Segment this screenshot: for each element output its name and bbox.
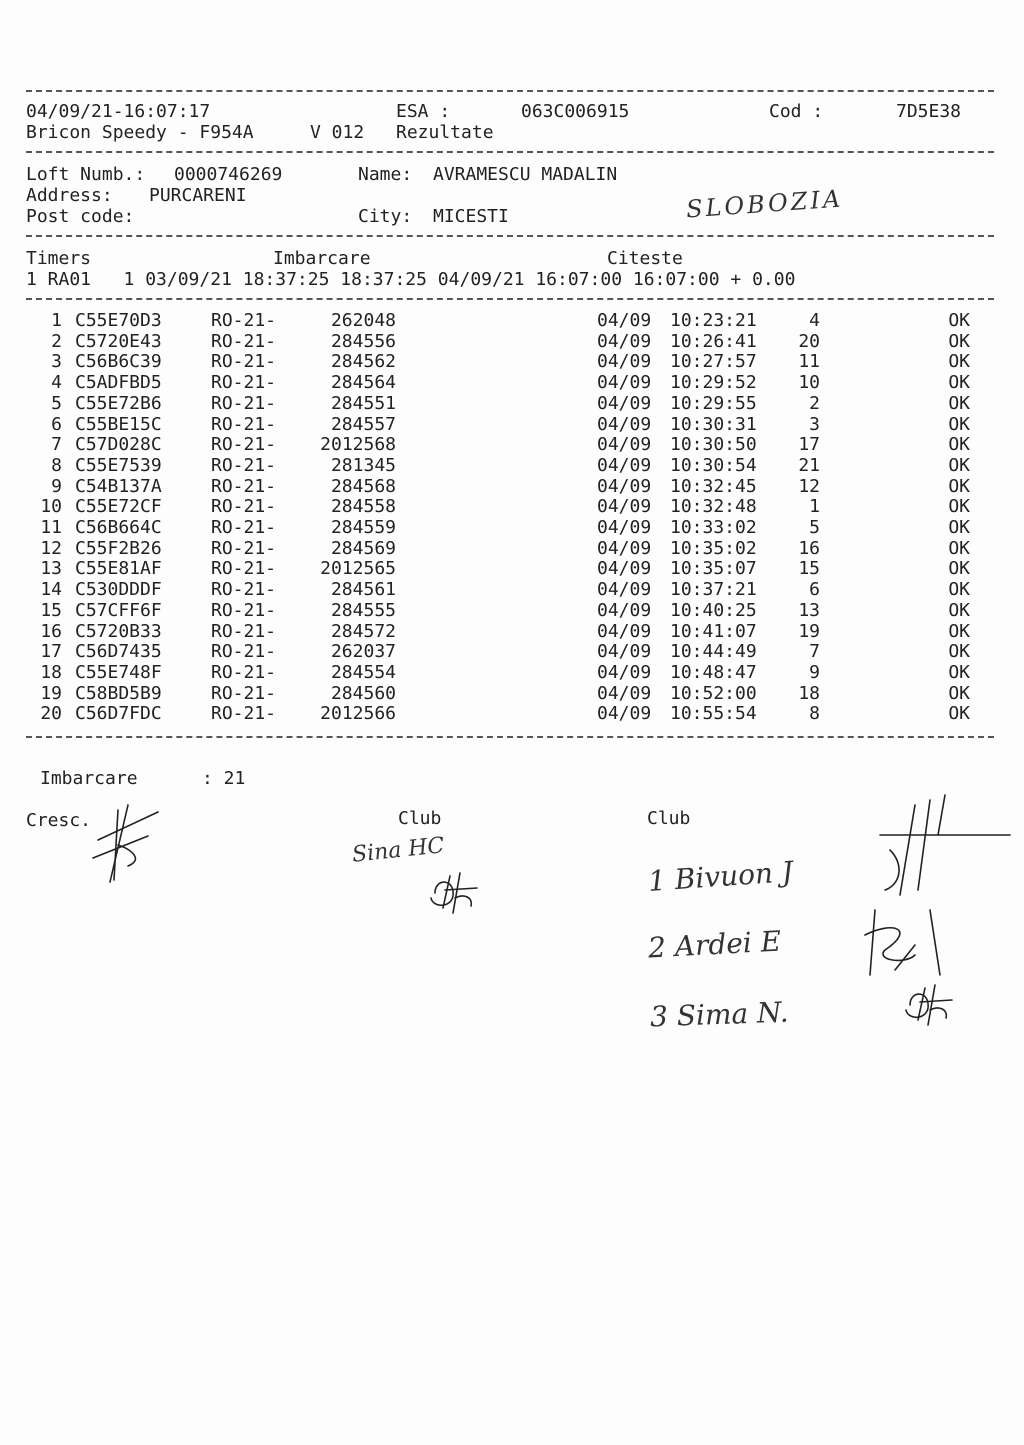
table-row (0, 517, 1024, 538)
ring-prefix: RO-21- (211, 454, 277, 476)
ring-number: 281345 (330, 454, 396, 476)
chip-id: C55E7539 (75, 454, 162, 476)
chip-id: C55E70D3 (75, 310, 162, 331)
rank: 7 (809, 641, 820, 663)
ring-number: 2012568 (320, 434, 396, 456)
ring-prefix: RO-21- (211, 661, 277, 683)
chip-id: C57D028C (75, 434, 162, 456)
row-index: 20 (40, 703, 62, 725)
row-index: 14 (40, 579, 62, 601)
arrival-date: 04/09 (597, 641, 652, 663)
table-row (0, 683, 1024, 704)
cod-value: 7D5E38 (896, 101, 962, 122)
arrival-time: 10:52:00 (670, 682, 757, 704)
divider (26, 90, 994, 92)
address-value: PURCARENI (149, 185, 247, 206)
table-row (0, 496, 1024, 517)
ring-prefix: RO-21- (211, 496, 277, 518)
cresc-label: Cresc. (26, 810, 92, 831)
status: OK (948, 599, 970, 621)
arrival-time: 10:29:55 (670, 392, 757, 414)
arrival-time: 10:41:07 (670, 620, 757, 642)
arrival-date: 04/09 (597, 537, 652, 559)
table-row (0, 600, 1024, 621)
ring-prefix: RO-21- (211, 620, 277, 642)
table-row (0, 455, 1024, 476)
city-value: MICESTI (433, 206, 509, 227)
rank: 12 (798, 475, 820, 497)
member-2: 2 Ardei E (647, 924, 782, 965)
table-row (0, 662, 1024, 683)
club-label: Club (647, 808, 691, 829)
row-index: 13 (40, 558, 62, 580)
header-datetime: 04/09/21-16:07:17 (26, 101, 211, 122)
row-index: 16 (40, 620, 62, 642)
club-initials-signature (425, 868, 485, 918)
ring-prefix: RO-21- (211, 310, 277, 331)
ring-number: 284557 (330, 413, 396, 435)
row-index: 15 (40, 599, 62, 621)
ring-number: 284551 (330, 392, 396, 414)
rank: 17 (798, 434, 820, 456)
rank: 1 (809, 496, 820, 518)
rank: 13 (798, 599, 820, 621)
chip-id: C55E72B6 (75, 392, 162, 414)
status: OK (948, 475, 970, 497)
ring-prefix: RO-21- (211, 558, 277, 580)
chip-id: C55E81AF (75, 558, 162, 580)
device-version: V 012 (310, 122, 365, 143)
rank: 19 (798, 620, 820, 642)
arrival-date: 04/09 (597, 392, 652, 414)
arrival-time: 10:30:31 (670, 413, 757, 435)
chip-id: C57CFF6F (75, 599, 162, 621)
row-index: 18 (40, 661, 62, 683)
device-name: Bricon Speedy - F954A (26, 122, 254, 143)
loft-number: 0000746269 (174, 164, 283, 185)
status: OK (948, 537, 970, 559)
chip-id: C54B137A (75, 475, 162, 497)
arrival-date: 04/09 (597, 496, 652, 518)
arrival-date: 04/09 (597, 579, 652, 601)
table-row (0, 538, 1024, 559)
citeste-column-label: Citeste (607, 248, 683, 269)
status: OK (948, 661, 970, 683)
divider (26, 151, 994, 153)
table-row (0, 558, 1024, 579)
divider (26, 235, 994, 237)
address-label: Address: (26, 185, 113, 206)
row-index: 4 (51, 372, 62, 394)
row-index: 10 (40, 496, 62, 518)
status: OK (948, 434, 970, 456)
status: OK (948, 579, 970, 601)
chip-id: C55BE15C (75, 413, 162, 435)
arrival-time: 10:40:25 (670, 599, 757, 621)
rank: 6 (809, 579, 820, 601)
cod-label: Cod : (769, 101, 824, 122)
rank: 11 (798, 351, 820, 373)
status: OK (948, 496, 970, 518)
chip-id: C55F2B26 (75, 537, 162, 559)
status: OK (948, 413, 970, 435)
ring-number: 284558 (330, 496, 396, 518)
rank: 5 (809, 517, 820, 538)
table-row (0, 434, 1024, 455)
ring-number: 284554 (330, 661, 396, 683)
table-row (0, 393, 1024, 414)
chip-id: C56D7435 (75, 641, 162, 663)
rank: 9 (809, 661, 820, 683)
status: OK (948, 620, 970, 642)
table-row (0, 476, 1024, 497)
club-handwritten-name: Sina HC (350, 833, 446, 868)
rank: 18 (798, 682, 820, 704)
ring-number: 284569 (330, 537, 396, 559)
postcode-label: Post code: (26, 206, 135, 227)
name-label: Name: (358, 164, 413, 185)
row-index: 5 (51, 392, 62, 414)
arrival-date: 04/09 (597, 330, 652, 352)
arrival-time: 10:55:54 (670, 703, 757, 725)
status: OK (948, 310, 970, 331)
status: OK (948, 703, 970, 725)
imbarcare-column-label: Imbarcare (273, 248, 371, 269)
ring-prefix: RO-21- (211, 475, 277, 497)
loft-label: Loft Numb.: (26, 164, 146, 185)
table-row (0, 331, 1024, 352)
ring-number: 284555 (330, 599, 396, 621)
member-1-signature (860, 795, 1020, 905)
arrival-date: 04/09 (597, 599, 652, 621)
chip-id: C55E72CF (75, 496, 162, 518)
chip-id: C5ADFBD5 (75, 372, 162, 394)
table-row (0, 351, 1024, 372)
row-index: 3 (51, 351, 62, 373)
rank: 21 (798, 454, 820, 476)
row-index: 9 (51, 475, 62, 497)
row-index: 19 (40, 682, 62, 704)
table-row (0, 310, 1024, 331)
report-title: Rezultate (396, 122, 494, 143)
divider (26, 736, 994, 738)
status: OK (948, 372, 970, 394)
timer-line: 1 RA01 1 03/09/21 18:37:25 18:37:25 04/09/21 16:07:00 16:07:00 + 0.00 (26, 269, 796, 290)
table-row (0, 703, 1024, 724)
row-index: 12 (40, 537, 62, 559)
ring-number: 2012565 (320, 558, 396, 580)
rank: 4 (809, 310, 820, 331)
imbarcare-total-label: Imbarcare (40, 768, 138, 789)
club-label: Club (398, 808, 442, 829)
arrival-time: 10:48:47 (670, 661, 757, 683)
table-row (0, 579, 1024, 600)
arrival-date: 04/09 (597, 454, 652, 476)
ring-prefix: RO-21- (211, 517, 277, 538)
ring-number: 284560 (330, 682, 396, 704)
breeder-signature (88, 800, 168, 890)
ring-number: 262048 (330, 310, 396, 331)
arrival-time: 10:26:41 (670, 330, 757, 352)
rank: 16 (798, 537, 820, 559)
ring-number: 284562 (330, 351, 396, 373)
table-row (0, 372, 1024, 393)
chip-id: C56B664C (75, 517, 162, 538)
ring-prefix: RO-21- (211, 434, 277, 456)
arrival-time: 10:32:48 (670, 496, 757, 518)
row-index: 11 (40, 517, 62, 538)
arrival-time: 10:29:52 (670, 372, 757, 394)
chip-id: C56D7FDC (75, 703, 162, 725)
arrival-time: 10:33:02 (670, 517, 757, 538)
esa-value: 063C006915 (521, 101, 630, 122)
handwritten-city: SLOBOZIA (685, 184, 845, 224)
table-row (0, 414, 1024, 435)
ring-prefix: RO-21- (211, 537, 277, 559)
table-row (0, 641, 1024, 662)
arrival-date: 04/09 (597, 682, 652, 704)
member-2-signature (855, 905, 945, 985)
arrival-date: 04/09 (597, 620, 652, 642)
name-value: AVRAMESCU MADALIN (433, 164, 618, 185)
arrival-date: 04/09 (597, 413, 652, 435)
row-index: 1 (51, 310, 62, 331)
arrival-date: 04/09 (597, 372, 652, 394)
ring-prefix: RO-21- (211, 351, 277, 373)
rank: 8 (809, 703, 820, 725)
arrival-date: 04/09 (597, 558, 652, 580)
row-index: 2 (51, 330, 62, 352)
rank: 10 (798, 372, 820, 394)
esa-label: ESA : (396, 101, 451, 122)
ring-prefix: RO-21- (211, 703, 277, 725)
chip-id: C58BD5B9 (75, 682, 162, 704)
arrival-time: 10:27:57 (670, 351, 757, 373)
ring-prefix: RO-21- (211, 413, 277, 435)
chip-id: C55E748F (75, 661, 162, 683)
ring-number: 2012566 (320, 703, 396, 725)
ring-prefix: RO-21- (211, 392, 277, 414)
ring-number: 284572 (330, 620, 396, 642)
ring-number: 284559 (330, 517, 396, 538)
ring-number: 284564 (330, 372, 396, 394)
chip-id: C5720E43 (75, 330, 162, 352)
arrival-date: 04/09 (597, 351, 652, 373)
status: OK (948, 351, 970, 373)
ring-number: 284561 (330, 579, 396, 601)
arrival-date: 04/09 (597, 517, 652, 538)
table-row (0, 621, 1024, 642)
rank: 3 (809, 413, 820, 435)
chip-id: C5720B33 (75, 620, 162, 642)
city-label: City: (358, 206, 413, 227)
row-index: 6 (51, 413, 62, 435)
member-3: 3 Sima N. (649, 995, 790, 1034)
rank: 2 (809, 392, 820, 414)
ring-prefix: RO-21- (211, 599, 277, 621)
arrival-time: 10:44:49 (670, 641, 757, 663)
arrival-time: 10:32:45 (670, 475, 757, 497)
arrival-date: 04/09 (597, 434, 652, 456)
arrival-time: 10:23:21 (670, 310, 757, 331)
arrival-date: 04/09 (597, 475, 652, 497)
arrival-date: 04/09 (597, 661, 652, 683)
chip-id: C56B6C39 (75, 351, 162, 373)
arrival-time: 10:35:02 (670, 537, 757, 559)
arrival-time: 10:37:21 (670, 579, 757, 601)
row-index: 7 (51, 434, 62, 456)
arrival-time: 10:35:07 (670, 558, 757, 580)
member-3-signature (900, 980, 960, 1030)
arrival-date: 04/09 (597, 703, 652, 725)
ring-number: 284568 (330, 475, 396, 497)
arrival-time: 10:30:50 (670, 434, 757, 456)
ring-number: 284556 (330, 330, 396, 352)
arrival-time: 10:30:54 (670, 454, 757, 476)
status: OK (948, 330, 970, 352)
status: OK (948, 454, 970, 476)
status: OK (948, 558, 970, 580)
ring-number: 262037 (330, 641, 396, 663)
status: OK (948, 517, 970, 538)
rank: 15 (798, 558, 820, 580)
ring-prefix: RO-21- (211, 330, 277, 352)
timers-label: Timers (26, 248, 92, 269)
status: OK (948, 641, 970, 663)
ring-prefix: RO-21- (211, 372, 277, 394)
ring-prefix: RO-21- (211, 682, 277, 704)
rank: 20 (798, 330, 820, 352)
row-index: 8 (51, 454, 62, 476)
status: OK (948, 392, 970, 414)
member-1: 1 Bivuon J (647, 854, 795, 899)
imbarcare-total-value: : 21 (202, 768, 246, 789)
status: OK (948, 682, 970, 704)
ring-prefix: RO-21- (211, 641, 277, 663)
row-index: 17 (40, 641, 62, 663)
arrival-date: 04/09 (597, 310, 652, 331)
divider (26, 298, 994, 300)
ring-prefix: RO-21- (211, 579, 277, 601)
chip-id: C530DDDF (75, 579, 162, 601)
